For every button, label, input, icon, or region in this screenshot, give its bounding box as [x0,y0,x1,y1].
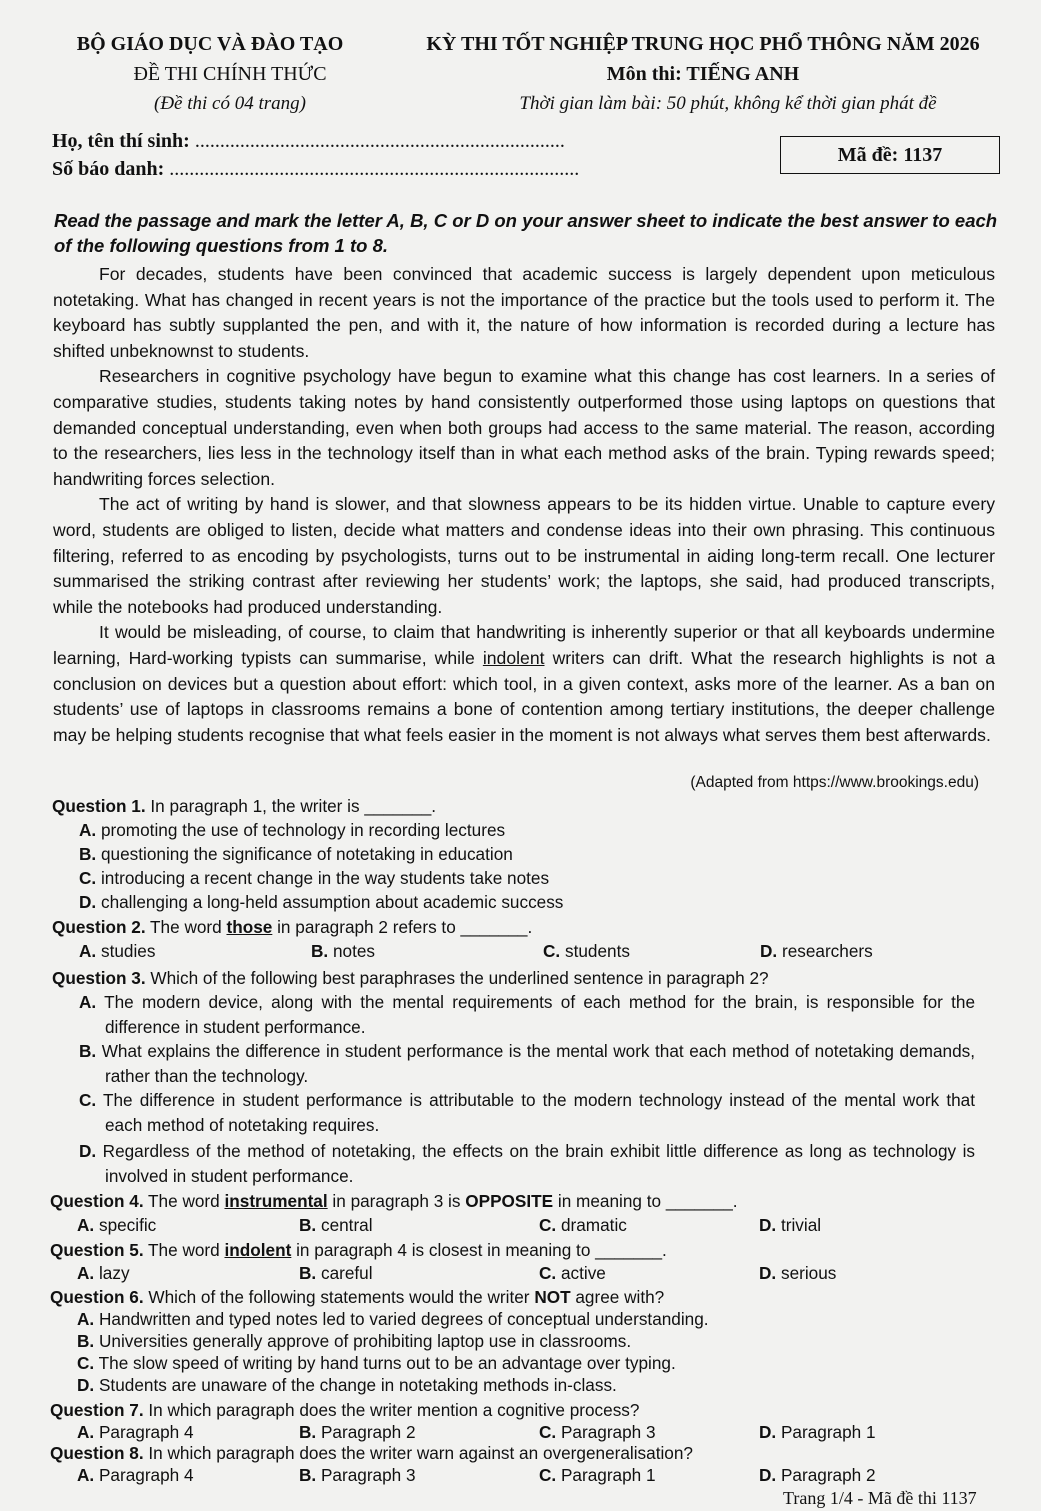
exam-code: Mã đề: 1137 [837,143,943,166]
option-letter: A. [79,992,97,1012]
question-2-label: Question 2. [52,917,146,937]
option-text: Paragraph 4 [98,1465,194,1485]
question-4-keyword: OPPOSITE [465,1191,554,1211]
paragraph-4-underlined-word: indolent [482,647,545,668]
option-letter: A. [77,1422,95,1442]
q2-option-a[interactable] [79,940,155,963]
q3-option-b[interactable] [79,1039,975,1088]
question-4-label: Question 4. [50,1191,144,1211]
option-text: Paragraph 4 [98,1422,194,1442]
option-text: Paragraph 3 [320,1465,416,1485]
question-7-label: Question 7. [50,1400,144,1420]
question-2-text-pre: The word [145,917,227,937]
question-1-label: Question 1. [52,796,146,816]
q6-option-c[interactable] [77,1352,676,1375]
option-text: serious [780,1263,837,1283]
q3-option-c[interactable] [79,1088,975,1137]
q6-option-a[interactable] [77,1308,709,1331]
option-text: dramatic [560,1215,627,1235]
candidate-id-line [52,158,579,181]
q2-option-c[interactable] [543,940,630,963]
option-letter: B. [299,1465,317,1485]
ministry-name: BỘ GIÁO DỤC VÀ ĐÀO TẠO [76,33,344,55]
option-text: Handwritten and typed notes led to varied degrees of conceptual understanding. [98,1309,709,1329]
q5-option-c[interactable] [539,1262,606,1285]
option-letter: D. [759,1263,777,1283]
option-letter: C. [539,1263,557,1283]
exam-title: KỲ THI TỐT NGHIỆP TRUNG HỌC PHỔ THÔNG NĂM 2026 [426,33,980,55]
option-letter: A. [77,1465,95,1485]
option-text: careful [320,1263,373,1283]
question-4-text-mid: in paragraph 3 is [327,1191,466,1211]
candidate-name-label: Họ, tên thí sinh: [52,130,195,152]
option-letter: C. [79,868,97,888]
exam-code-box [780,136,1000,174]
option-text: trivial [780,1215,822,1235]
option-letter: B. [79,844,97,864]
option-text: promoting the use of technology in recording lectures [100,820,506,840]
question-6 [50,1286,664,1309]
question-1 [52,795,436,818]
q4-option-d[interactable] [759,1214,821,1237]
option-letter: B. [77,1331,95,1351]
paragraph-2: Researchers in cognitive psychology have begun to examine what this change has cost learners. In a series of comparative studies, students taking notes by hand consistently outperformed those using laptops on questions that demanded conceptual understanding, even when both groups had access to the same material. The reason, according to the researchers, lies less in the technology itself than in what each method asks of the brain. Typing rewards speed; handwriting forces selection. [53,366,995,489]
page-count: (Đề thi có 04 trang) [154,93,306,114]
option-text: Paragraph 3 [560,1422,656,1442]
option-letter: C. [79,1090,97,1110]
q2-option-b[interactable] [311,940,375,963]
option-text: questioning the significance of notetaking in education [100,844,513,864]
question-4 [50,1190,738,1213]
option-text: Paragraph 2 [780,1465,876,1485]
option-text: lazy [98,1263,130,1283]
option-text: The modern device, along with the mental requirements of each method for the brain, is responsible for the difference in student performance. [104,992,976,1037]
q1-option-a[interactable] [79,819,505,842]
option-text: specific [98,1215,157,1235]
q4-option-b[interactable] [299,1214,373,1237]
option-letter: D. [759,1215,777,1235]
paragraph-1: For decades, students have been convinced that academic success is largely dependent upon meticulous notetaking. What has changed in recent years is not the importance of the practice but the tools used to perform it. The keyboard has subtly supplanted the pen, and with it, the nature of how information is recorded during a lecture has shifted unbeknownst to students. [53,264,995,361]
option-text: active [560,1263,606,1283]
option-text: The slow speed of writing by hand turns out to be an advantage over typing. [98,1353,676,1373]
question-4-target-word: instrumental [224,1191,328,1211]
q6-option-d[interactable] [77,1374,617,1397]
q1-option-b[interactable] [79,843,513,866]
q1-option-c[interactable] [79,867,549,890]
q6-option-b[interactable] [77,1330,631,1353]
q4-option-c[interactable] [539,1214,627,1237]
candidate-name-line [52,130,565,153]
q5-option-d[interactable] [759,1262,836,1285]
question-6-label: Question 6. [50,1287,144,1307]
option-text: students [564,941,630,961]
paragraph-4-part-a: It would be misleading, of course, to claim that handwriting is inherently superior or that all keyboards undermine learning, Hard-working typists can summarise, while [53,622,995,668]
option-text: What explains the difference in student performance is the mental work that each method of notetaking demands, rather than the technology. [101,1041,975,1086]
question-6-text-post: agree with? [570,1287,665,1307]
option-text: Paragraph 2 [320,1422,416,1442]
candidate-name-dots: .......................................................................... [194,130,565,152]
option-text: The difference in student performance is attributable to the modern technology instead of the mental work that each method of notetaking requires. [102,1090,975,1135]
option-letter: D. [77,1375,95,1395]
question-7 [50,1399,639,1422]
question-5 [50,1239,667,1262]
option-letter: D. [760,941,778,961]
question-1-text: In paragraph 1, the writer is _______. [145,796,437,816]
question-8 [50,1442,693,1465]
q2-option-d[interactable] [760,940,873,963]
question-8-label: Question 8. [50,1443,144,1463]
option-text: Paragraph 1 [780,1422,876,1442]
option-letter: C. [543,941,561,961]
instruction: Read the passage and mark the letter A, B, C or D on your answer sheet to indicate the best answer to each of the following questions from 1 to 8. [54,210,998,256]
option-text: studies [100,941,156,961]
subject-label: Môn thi: TIẾNG ANH [606,63,800,85]
question-2 [52,916,532,939]
option-text: challenging a long-held assumption about academic success [100,892,564,912]
question-4-text-pre: The word [143,1191,225,1211]
q8-option-b[interactable] [299,1464,416,1487]
paragraph-4 [53,620,995,748]
q4-option-a[interactable] [77,1214,156,1237]
question-6-keyword: NOT [534,1287,571,1307]
page-footer: Trang 1/4 - Mã đề thi 1137 [783,1488,977,1508]
q7-option-c[interactable] [539,1421,656,1444]
option-letter: B. [79,1041,97,1061]
option-letter: A. [77,1215,95,1235]
question-7-text: In which paragraph does the writer mention a cognitive process? [143,1400,640,1420]
option-text: notes [332,941,376,961]
question-2-text-post: in paragraph 2 refers to _______. [272,917,533,937]
question-3-label: Question 3. [52,968,146,988]
question-5-label: Question 5. [50,1240,144,1260]
option-letter: B. [299,1215,317,1235]
option-letter: D. [79,1141,97,1161]
option-letter: A. [79,941,97,961]
option-text: Paragraph 1 [560,1465,656,1485]
q7-option-a[interactable] [77,1421,194,1444]
option-letter: A. [77,1263,95,1283]
q7-option-b[interactable] [299,1421,416,1444]
q8-option-a[interactable] [77,1464,194,1487]
reading-passage [53,262,995,748]
option-letter: D. [759,1465,777,1485]
passage-source: (Adapted from https://www.brookings.edu) [690,774,979,791]
paragraph-4-part-b: writers can drift. What the research highlights is not a conclusion on devices but a question about effort: which tool, in a given context, asks more of the learner. As a ban on students’ use of laptops in classrooms remains a bone of contention among tertiary institutions, the deeper challenge may be helping students recognise that what feels easier in the moment is not always what serves them best afterwards. [53,647,995,745]
option-text: Students are unaware of the change in notetaking methods in-class. [98,1375,617,1395]
question-5-text-pre: The word [143,1240,225,1260]
q1-option-d[interactable] [79,891,563,914]
question-3-text: Which of the following best paraphrases the underlined sentence in paragraph 2? [145,968,769,988]
option-letter: D. [759,1422,777,1442]
option-text: Regardless of the method of notetaking, the effects on the brain exhibit little difference as long as technology is involved in student performance. [102,1141,976,1186]
question-3 [52,967,769,990]
option-letter: C. [539,1215,557,1235]
option-text: introducing a recent change in the way students take notes [100,868,550,888]
time-label: Thời gian làm bài: 50 phút, không kể thời gian phát đề [519,93,937,114]
official-label: ĐỀ THI CHÍNH THỨC [133,63,327,85]
q8-option-d[interactable] [759,1464,876,1487]
option-text: Universities generally approve of prohibiting laptop use in classrooms. [98,1331,632,1351]
candidate-id-dots: .................................................................................. [169,158,580,180]
question-4-text-post: in meaning to _______. [553,1191,738,1211]
q5-option-b[interactable] [299,1262,373,1285]
q3-option-d[interactable] [79,1139,975,1188]
q3-option-a[interactable] [79,990,975,1039]
question-8-text: In which paragraph does the writer warn against an overgeneralisation? [143,1443,693,1463]
candidate-id-label: Số báo danh: [52,158,170,180]
paragraph-3: The act of writing by hand is slower, and that slowness appears to be its hidden virtue. Unable to capture every word, students are obliged to listen, decide what matters and condense ideas into their own phrasing. This continuous filtering, referred to as encoding by psychologists, turns out to be instrumental in aiding long-term recall. One lecturer summarised the striking contrast after reviewing her students’ work; the laptops, she said, had produced transcripts, while the notebooks had produced understanding. [53,494,995,617]
option-letter: C. [539,1465,557,1485]
option-letter: B. [299,1422,317,1442]
question-6-text-pre: Which of the following statements would the writer [143,1287,535,1307]
q5-option-a[interactable] [77,1262,130,1285]
option-letter: C. [77,1353,95,1373]
option-letter: C. [539,1422,557,1442]
question-2-target-word: those [226,917,273,937]
q8-option-c[interactable] [539,1464,656,1487]
q7-option-d[interactable] [759,1421,876,1444]
option-letter: B. [299,1263,317,1283]
question-5-target-word: indolent [224,1240,292,1260]
option-letter: A. [77,1309,95,1329]
option-letter: D. [79,892,97,912]
option-letter: B. [311,941,329,961]
option-letter: A. [79,820,97,840]
option-text: researchers [781,941,873,961]
option-text: central [320,1215,373,1235]
question-5-text-post: in paragraph 4 is closest in meaning to _______. [291,1240,667,1260]
